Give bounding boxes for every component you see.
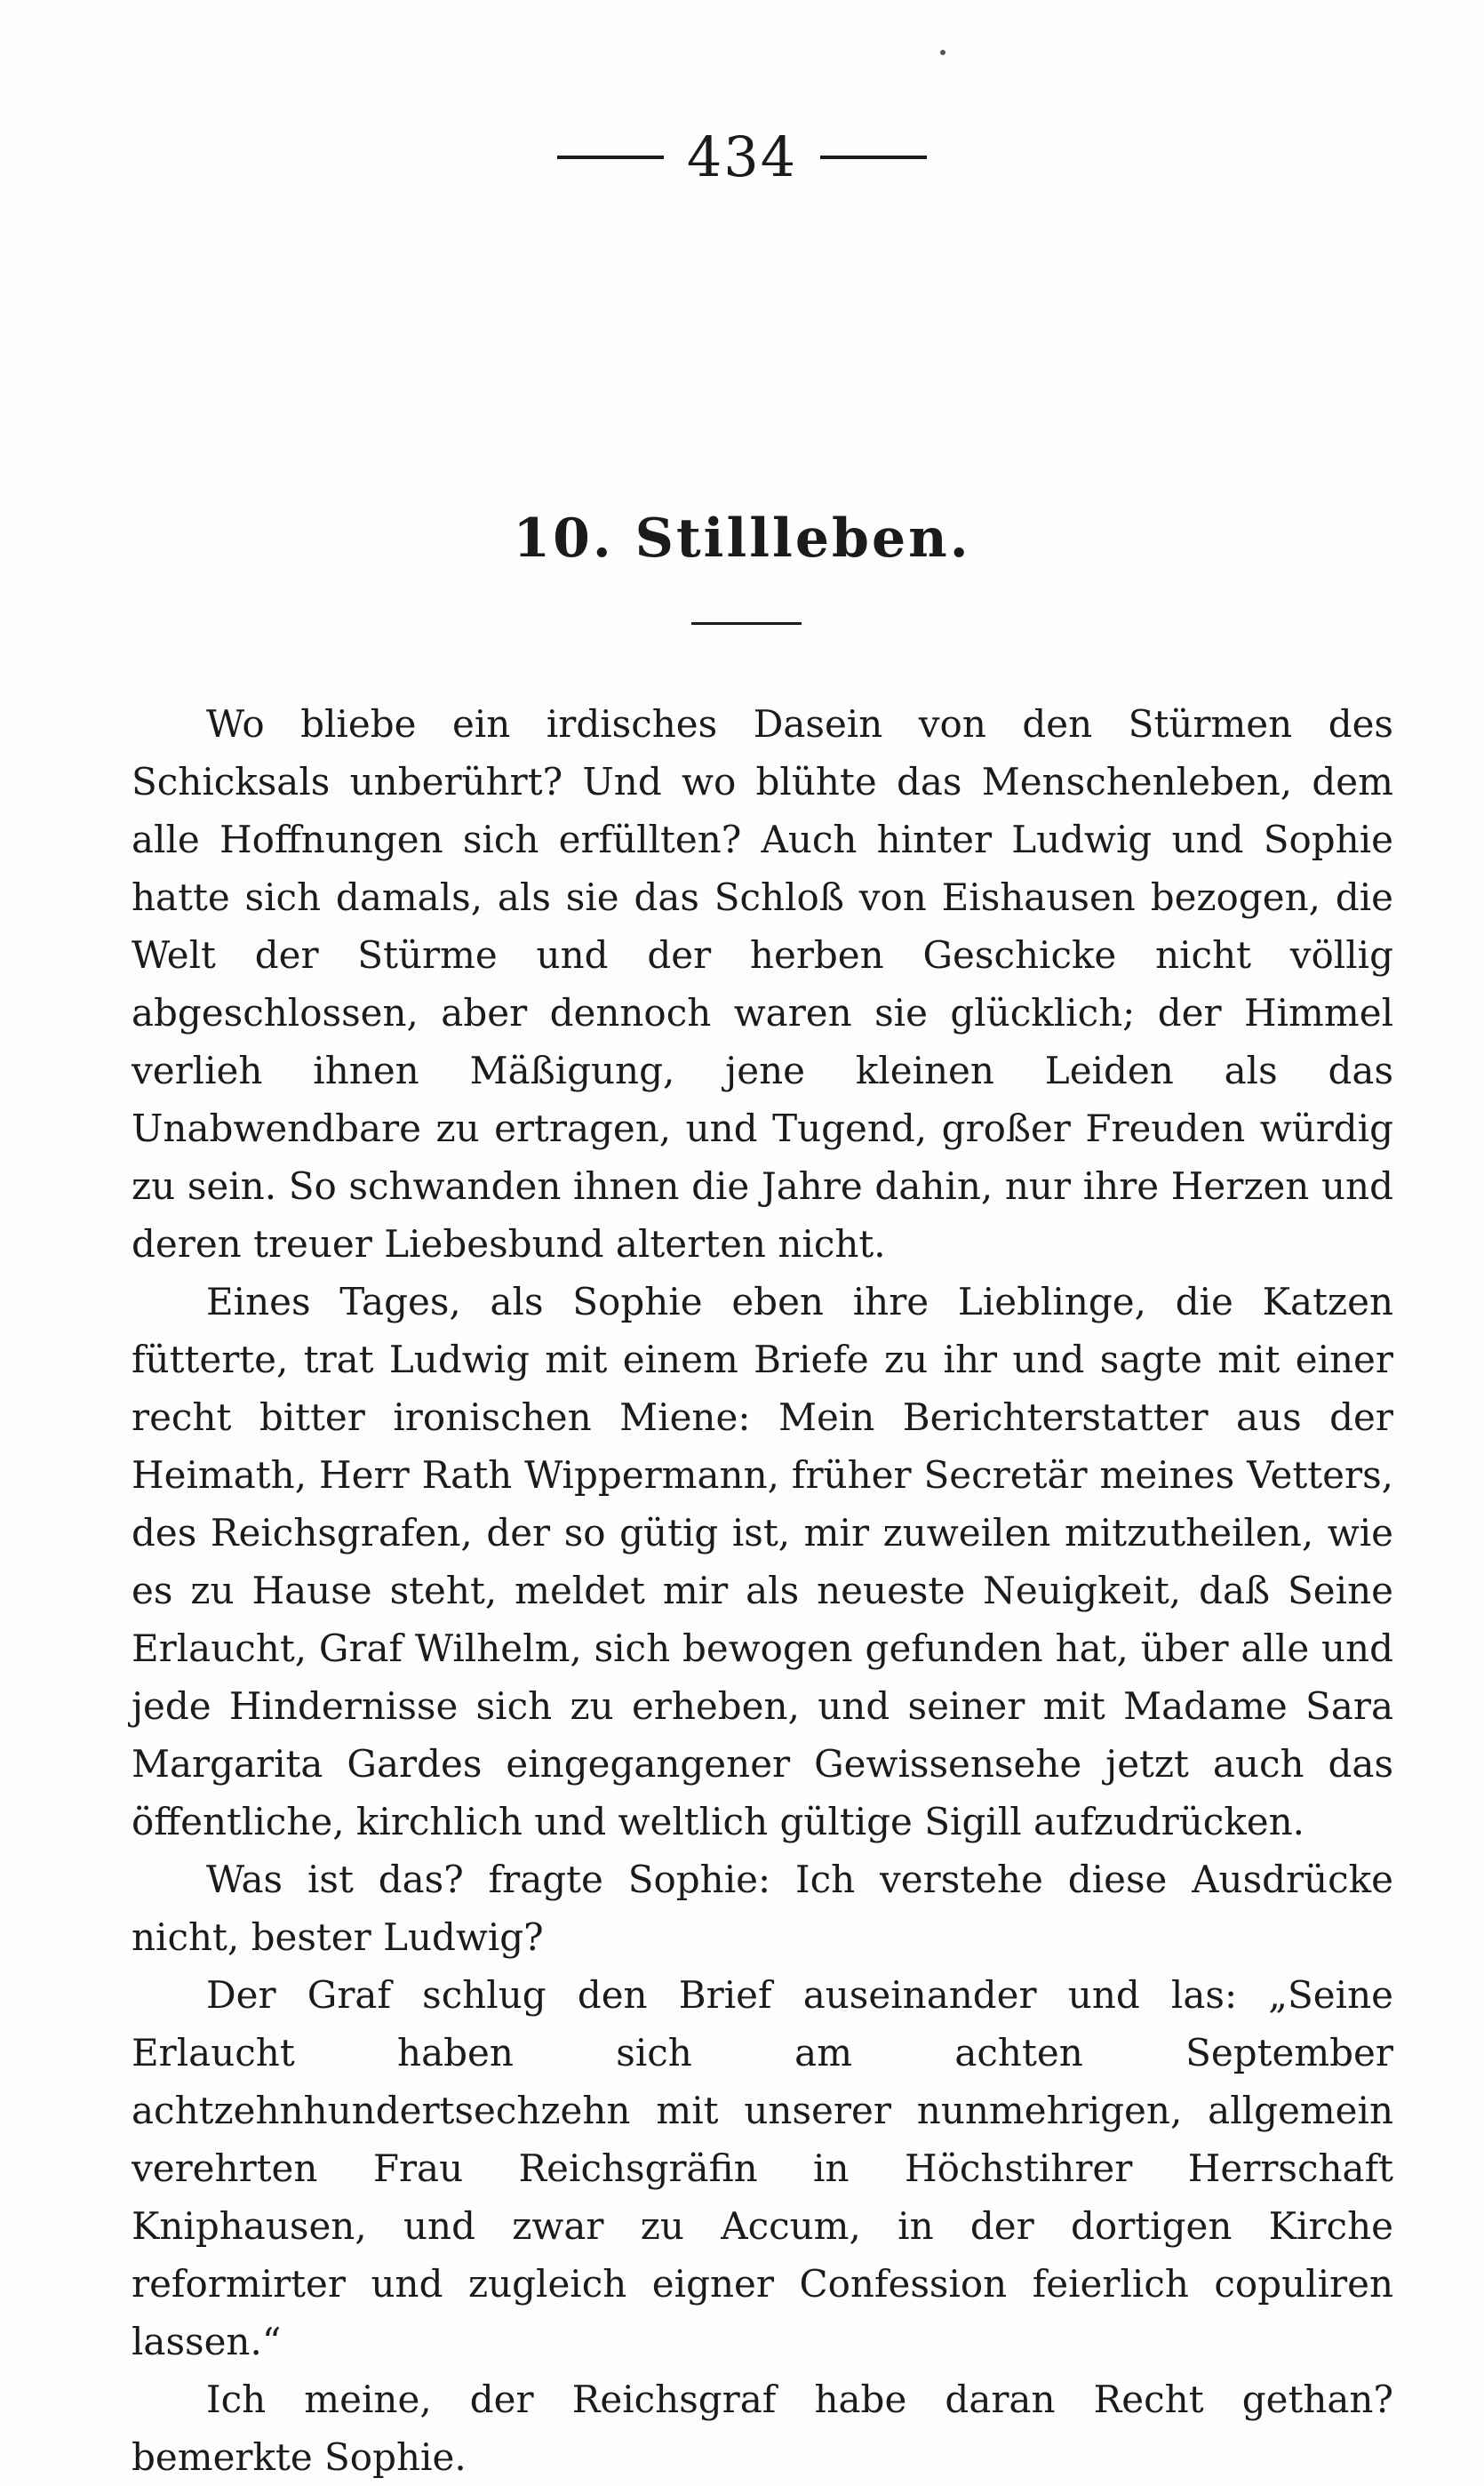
header-rule-right — [820, 156, 927, 159]
paragraph-3: Was ist das? fragte Sophie: Ich verstehe diese Ausdrücke nicht, bester Ludwig? — [132, 1858, 1393, 1959]
page-number: 434 — [686, 124, 798, 189]
ink-speck — [940, 50, 945, 55]
chapter-title: 10. Stillleben. — [513, 508, 971, 570]
paragraph-5: Ich meine, der Reichsgraf habe daran Recht gethan? bemerkte Sophie. — [132, 2378, 1393, 2479]
chapter-title-rule — [691, 622, 802, 625]
header-rule-left — [557, 156, 664, 159]
paragraph-4: Der Graf schlug den Brief auseinander und las: „Seine Erlaucht haben sich am achten September achtzehnhundertsechzehn mit unserer nunmehrigen, allgemein verehrten Frau Reichsgräfin in Höchstihrer Herrschaft Kniphausen, und zwar zu Accum, in der dortigen Kirche reformirter und zugleich eigner Confession feierlich copuliren lassen.“ — [132, 1973, 1393, 2363]
paragraph-2: Eines Tages, als Sophie eben ihre Lieblinge, die Katzen fütterte, trat Ludwig mit einem Briefe zu ihr und sagte mit einer recht bitter ironischen Miene: Mein Berichterstatter aus der Heimath, Herr Rath Wippermann, früher Secretär meines Vetters, des Reichsgrafen, der so gütig ist, mir zuweilen mitzutheilen, wie es zu Hause steht, meldet mir als neueste Neuigkeit, daß Seine Erlaucht, Graf Wilhelm, sich bewogen gefunden hat, über alle und jede Hindernisse sich zu erheben, und seiner mit Madame Sara Margarita Gardes eingegangener Gewissensehe jetzt auch das öffentliche, kirchlich und weltlich gültige Sigill aufzudrücken. — [132, 1280, 1393, 1843]
page-header — [0, 126, 1484, 188]
body-text — [132, 695, 1393, 2486]
paragraph-1: Wo bliebe ein irdisches Dasein von den Stürmen des Schicksals unberührt? Und wo blühte das Menschenleben, dem alle Hoffnungen sich erfüllten? Auch hinter Ludwig und Sophie hatte sich damals, als sie das Schloß von Eishausen bezogen, die Welt der Stürme und der herben Geschicke nicht völlig abgeschlossen, aber dennoch waren sie glücklich; der Himmel verlieh ihnen Mäßigung, jene kleinen Leiden als das Unabwendbare zu ertragen, und Tugend, großer Freuden würdig zu sein. So schwanden ihnen die Jahre dahin, nur ihre Herzen und deren treuer Liebesbund alterten nicht. — [132, 702, 1393, 1266]
